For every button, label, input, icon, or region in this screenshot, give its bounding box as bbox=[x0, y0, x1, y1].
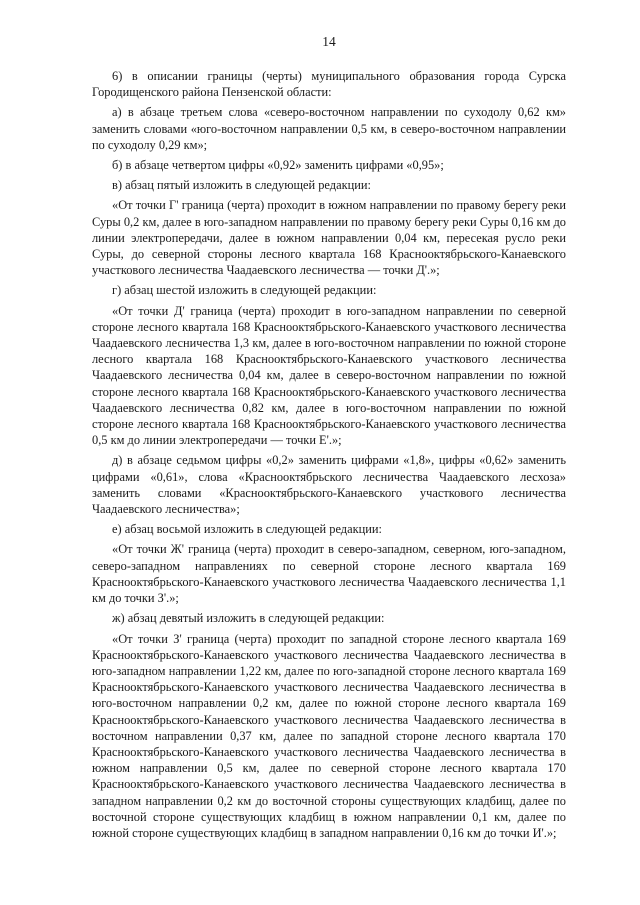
paragraph-quote-point-z: «От точки З' граница (черта) проходит по западной стороне лесного квартала 169 Краснооктябрьского-Канаевского участкового лесничества Чаадаевского лесничества в юго-западном направлении 1,22 км, далее по юго-западной стороне лесного квартала 169 Краснооктябрьского-Канаевского участкового лесничества Чаадаевского лесничества в юго-восточном направлении 0,2 км, далее по южной стороне лесного квартала 169 Краснооктябрьского-Канаевского участкового лесничества Чаадаевского лесничества в восточном направлении 0,37 км, далее по западной стороне лесного квартала 170 Краснооктябрьского-Канаевского участкового лесничества Чаадаевского лесничества в южном направлении 0,5 км, далее по северной стороне лесного квартала 170 Краснооктябрьского-Канаевского участкового лесничества Чаадаевского лесничества в западном направлении 0,2 км до восточной стороны существующих кладбищ, далее по восточной стороне существующих кладбищ в южном направлении 0,1 км, далее по южной стороне существующих кладбищ в западном направлении 0,16 км до точки И'.»; bbox=[92, 631, 566, 840]
paragraph-quote-point-zh: «От точки Ж' граница (черта) проходит в северо-западном, северном, юго-западном, северо-западном направлениях по северной стороне лесного квартала 169 Краснооктябрьского-Канаевского участкового лесничества Чаадаевского лесничества 1,1 км до точки З'.»; bbox=[92, 542, 566, 606]
paragraph-subitem-a: а) в абзаце третьем слова «северо-восточном направлении по суходолу 0,62 км» заменить словами «юго-восточном направлении 0,5 км, в северо-восточном направлении по суходолу 0,29 км»; bbox=[92, 105, 566, 152]
paragraph-item-6-intro: 6) в описании границы (черты) муниципального образования города Сурска Городищенского района Пензенской области: bbox=[92, 69, 566, 100]
paragraph-subitem-d: д) в абзаце седьмом цифры «0,2» заменить цифрами «1,8», цифры «0,62» заменить цифрами «0,61», слова «Краснооктябрьского лесничества Чаадаевского лесхоза» заменить словами «Краснооктябрьского-Канаевского участкового лесничества Чаадаевского лесничества»; bbox=[92, 453, 566, 517]
paragraph-quote-point-d: «От точки Д' граница (черта) проходит в юго-западном направлении по северной стороне лесного квартала 168 Краснооктябрьского-Канаевского участкового лесничества Чаадаевского лесничества 1,3 км, далее в юго-восточном направлении по южной стороне лесного квартала 168 Краснооктябрьского-Канаевского участкового лесничества Чаадаевского лесничества 0,04 км, далее в северо-восточном направлении по южной стороне лесного квартала 168 Краснооктябрьского-Канаевского участкового лесничества Чаадаевского лесничества 0,82 км, далее в юго-восточном направлении по южной стороне лесного квартала 168 Краснооктябрьского-Канаевского участкового лесничества 0,5 км до линии электропередачи — точки Е'.»; bbox=[92, 303, 566, 448]
page-number: 14 bbox=[322, 34, 336, 49]
paragraph-subitem-v: в) абзац пятый изложить в следующей редакции: bbox=[112, 178, 371, 193]
paragraph-subitem-zh: ж) абзац девятый изложить в следующей редакции: bbox=[112, 611, 385, 626]
paragraph-subitem-e: е) абзац восьмой изложить в следующей редакции: bbox=[112, 522, 382, 537]
paragraph-subitem-g: г) абзац шестой изложить в следующей редакции: bbox=[112, 283, 377, 298]
paragraph-quote-point-g: «От точки Г' граница (черта) проходит в южном направлении по правому берегу реки Суры 0,2 км, далее в юго-западном направлении по правому берегу реки Суры 0,16 км до линии электропередачи, далее в южном направлении 0,04 км, пересекая русло реки Суры, до северной стороны лесного квартала 168 Краснооктябрьского-Канаевского участкового лесничества Чаадаевского лесничества — точки Д'.»; bbox=[92, 198, 566, 278]
paragraph-subitem-b: б) в абзаце четвертом цифры «0,92» заменить цифрами «0,95»; bbox=[112, 158, 444, 173]
